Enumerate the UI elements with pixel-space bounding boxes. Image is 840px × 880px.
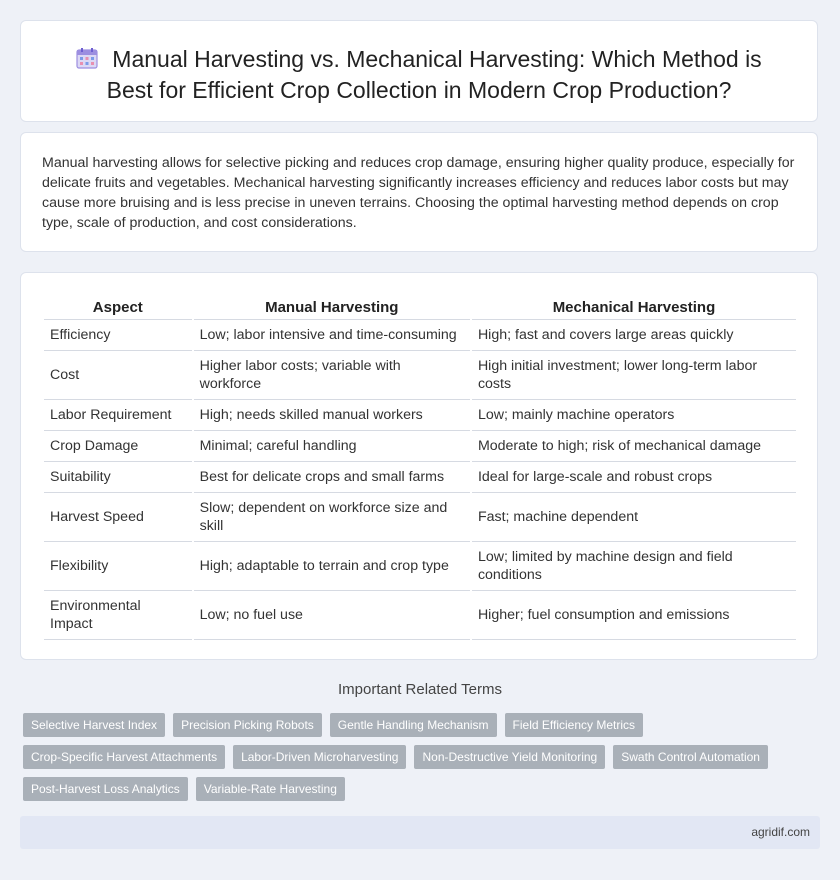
tag-row — [23, 745, 813, 769]
term-tag[interactable]: Gentle Handling Mechanism — [330, 713, 497, 737]
cell-aspect: Cost — [44, 351, 192, 400]
table-row — [44, 320, 796, 351]
cell-mechanical: Fast; machine dependent — [472, 493, 796, 542]
term-tag[interactable]: Selective Harvest Index — [23, 713, 165, 737]
table-row — [44, 493, 796, 542]
table-header-row — [44, 295, 796, 320]
tag-row — [23, 777, 813, 801]
cell-mechanical: Higher; fuel consumption and emissions — [472, 591, 796, 640]
page-title-text: Manual Harvesting vs. Mechanical Harvesting: Which Method is Best for Efficient Crop Collection in Modern Crop Production? — [106, 46, 762, 103]
related-terms-heading: Important Related Terms — [338, 681, 502, 698]
cell-manual: Higher labor costs; variable with workforce — [194, 351, 470, 400]
cell-mechanical: Low; limited by machine design and field conditions — [472, 542, 796, 591]
table-row — [44, 462, 796, 493]
footer-bar — [20, 816, 820, 849]
table-row — [44, 400, 796, 431]
cell-manual: Best for delicate crops and small farms — [194, 462, 470, 493]
term-tag[interactable]: Swath Control Automation — [613, 745, 768, 769]
cell-mechanical: Moderate to high; risk of mechanical damage — [472, 431, 796, 462]
table-row — [44, 591, 796, 640]
term-tag[interactable]: Variable-Rate Harvesting — [196, 777, 345, 801]
header-mechanical: Mechanical Harvesting — [472, 295, 796, 320]
cell-mechanical: Ideal for large-scale and robust crops — [472, 462, 796, 493]
intro-paragraph: Manual harvesting allows for selective picking and reduces crop damage, ensuring higher quality produce, especially for delicate fruits and vegetables. Mechanical harvesting significantly increases efficiency and reduces labor costs but may cause more bruising and is less precise in uneven terrains. Choosing the optimal harvesting method depends on crop type, scale of production, and cost considerations. — [42, 155, 795, 231]
cell-aspect: Labor Requirement — [44, 400, 192, 431]
cell-manual: High; needs skilled manual workers — [194, 400, 470, 431]
page-title — [21, 21, 817, 105]
intro-card — [20, 132, 818, 252]
cell-manual: Low; no fuel use — [194, 591, 470, 640]
table-row — [44, 351, 796, 400]
term-tag[interactable]: Field Efficiency Metrics — [505, 713, 643, 737]
title-card — [20, 20, 818, 122]
cell-mechanical: Low; mainly machine operators — [472, 400, 796, 431]
tag-row — [23, 713, 813, 737]
cell-manual: Minimal; careful handling — [194, 431, 470, 462]
header-aspect: Aspect — [44, 295, 192, 320]
calendar-icon — [76, 47, 98, 76]
cell-mechanical: High initial investment; lower long-term labor costs — [472, 351, 796, 400]
cell-aspect: Suitability — [44, 462, 192, 493]
related-terms-list — [23, 713, 813, 809]
cell-aspect: Crop Damage — [44, 431, 192, 462]
term-tag[interactable]: Non-Destructive Yield Monitoring — [414, 745, 605, 769]
term-tag[interactable]: Precision Picking Robots — [173, 713, 322, 737]
term-tag[interactable]: Post-Harvest Loss Analytics — [23, 777, 188, 801]
cell-manual: High; adaptable to terrain and crop type — [194, 542, 470, 591]
cell-aspect: Efficiency — [44, 320, 192, 351]
cell-aspect: Flexibility — [44, 542, 192, 591]
cell-mechanical: High; fast and covers large areas quickly — [472, 320, 796, 351]
cell-manual: Low; labor intensive and time-consuming — [194, 320, 470, 351]
site-credit[interactable]: agridif.com — [751, 825, 810, 839]
term-tag[interactable]: Labor-Driven Microharvesting — [233, 745, 406, 769]
cell-aspect: Environmental Impact — [44, 591, 192, 640]
cell-aspect: Harvest Speed — [44, 493, 192, 542]
cell-manual: Slow; dependent on workforce size and skill — [194, 493, 470, 542]
term-tag[interactable]: Crop-Specific Harvest Attachments — [23, 745, 225, 769]
table-row — [44, 431, 796, 462]
comparison-card — [20, 272, 818, 660]
table-row — [44, 542, 796, 591]
header-manual: Manual Harvesting — [194, 295, 470, 320]
comparison-table — [42, 295, 798, 640]
